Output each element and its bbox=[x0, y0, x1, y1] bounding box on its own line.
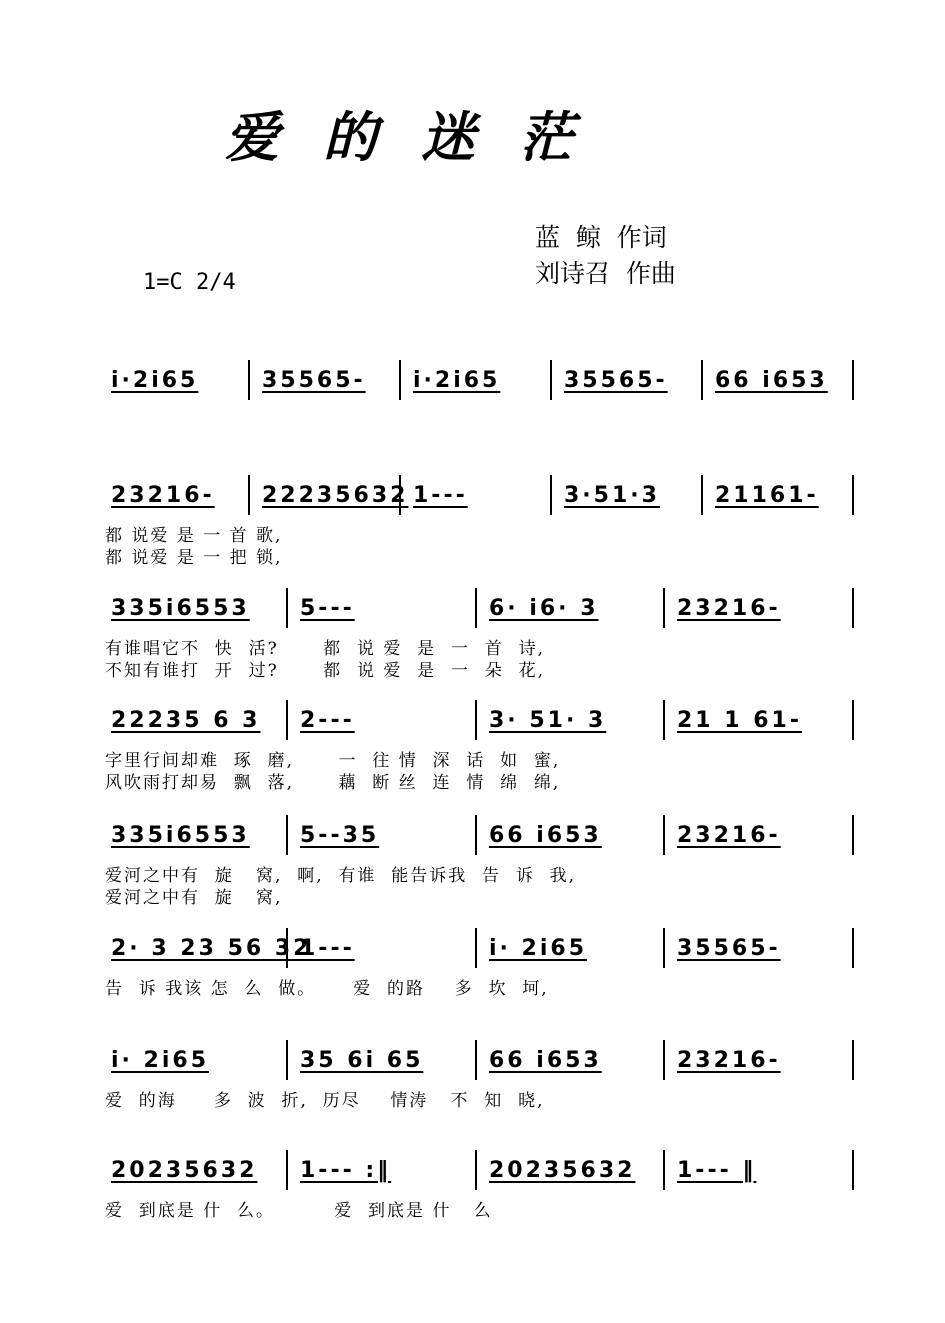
measure: 23216- bbox=[677, 596, 781, 621]
barline bbox=[663, 815, 665, 855]
lyric-line: 都 说爱 是 一 把 锁, bbox=[105, 548, 283, 568]
barline bbox=[286, 588, 288, 628]
score-row bbox=[105, 588, 865, 681]
measure: i·2i65 bbox=[111, 368, 199, 393]
lyric-line: 爱 到底是 什 么。 爱 到底是 什 么 bbox=[105, 1201, 493, 1221]
lyric-line: 爱河之中有 旋 窝, bbox=[105, 888, 283, 908]
composer-credit: 刘诗召 作曲 bbox=[535, 259, 676, 288]
measure: 22235632 bbox=[262, 483, 409, 508]
barline bbox=[286, 815, 288, 855]
measure: 35 6i 65 bbox=[300, 1048, 424, 1073]
measure: 3· 51· 3 bbox=[489, 708, 607, 733]
barline bbox=[475, 1150, 477, 1190]
score-row bbox=[105, 700, 865, 793]
barline bbox=[852, 815, 854, 855]
lyric-line: 爱 的海 多 波 折, 历尽 情涛 不 知 晓, bbox=[105, 1091, 545, 1111]
barline bbox=[286, 1040, 288, 1080]
barline bbox=[248, 475, 250, 515]
score-row bbox=[105, 1150, 865, 1221]
measure: 22235 6 3 bbox=[111, 708, 261, 733]
barline bbox=[663, 588, 665, 628]
barline bbox=[701, 475, 703, 515]
score-row bbox=[105, 475, 865, 568]
measure: 66 i653 bbox=[715, 368, 828, 393]
lyric-line: 都 说爱 是 一 首 歌, bbox=[105, 526, 283, 546]
barline bbox=[852, 588, 854, 628]
barline bbox=[550, 360, 552, 400]
lyric-line: 爱河之中有 旋 窝, 啊, 有谁 能告诉我 告 诉 我, bbox=[105, 866, 577, 886]
barline bbox=[852, 928, 854, 968]
barline bbox=[663, 700, 665, 740]
barline bbox=[399, 360, 401, 400]
barline bbox=[475, 928, 477, 968]
barline bbox=[286, 700, 288, 740]
barline bbox=[550, 475, 552, 515]
measure: 1--- :‖ bbox=[300, 1158, 392, 1183]
barline bbox=[475, 700, 477, 740]
lyric-line: 不知有谁打 开 过? 都 说 爱 是 一 朵 花, bbox=[105, 661, 545, 681]
barline bbox=[852, 360, 854, 400]
measure: 1--- bbox=[413, 483, 468, 508]
measure: 335i6553 bbox=[111, 823, 250, 848]
measure: i· 2i65 bbox=[111, 1048, 210, 1073]
lyric-line: 字里行间却难 琢 磨, 一 往 情 深 话 如 蜜, bbox=[105, 751, 561, 771]
barline bbox=[475, 1040, 477, 1080]
measure: i·2i65 bbox=[413, 368, 501, 393]
measure: 5--- bbox=[300, 596, 355, 621]
song-title: 爱的迷茫 bbox=[225, 105, 617, 169]
measure: 35565- bbox=[262, 368, 366, 393]
barline bbox=[852, 700, 854, 740]
measure: 2· 3 23 56 32 bbox=[111, 936, 312, 961]
measure: 20235632 bbox=[489, 1158, 636, 1183]
lyric-line: 风吹雨打却易 飘 落, 藕 断 丝 连 情 绵 绵, bbox=[105, 773, 561, 793]
score-row bbox=[105, 928, 865, 999]
measure: i· 2i65 bbox=[489, 936, 588, 961]
barline bbox=[852, 1150, 854, 1190]
measure: 2--- bbox=[300, 708, 355, 733]
lyric-line: 告 诉 我该 怎 么 做。 爱 的路 多 坎 坷, bbox=[105, 979, 549, 999]
lyricist-credit: 蓝 鲸 作词 bbox=[535, 223, 667, 252]
measure: 6· i6· 3 bbox=[489, 596, 599, 621]
score-row bbox=[105, 1040, 865, 1111]
measure: 23216- bbox=[677, 1048, 781, 1073]
barline bbox=[701, 360, 703, 400]
measure: 1--- bbox=[300, 936, 355, 961]
barline bbox=[663, 1040, 665, 1080]
measure: 23216- bbox=[677, 823, 781, 848]
measure: 1--- ‖ bbox=[677, 1158, 757, 1183]
measure: 5--35 bbox=[300, 823, 380, 848]
barline bbox=[852, 475, 854, 515]
barline bbox=[852, 1040, 854, 1080]
measure: 21161- bbox=[715, 483, 819, 508]
barline bbox=[248, 360, 250, 400]
measure: 66 i653 bbox=[489, 1048, 602, 1073]
score-row bbox=[105, 360, 865, 408]
measure: 23216- bbox=[111, 483, 215, 508]
barline bbox=[663, 1150, 665, 1190]
measure: 20235632 bbox=[111, 1158, 258, 1183]
measure: 35565- bbox=[677, 936, 781, 961]
barline bbox=[475, 588, 477, 628]
score-row bbox=[105, 815, 865, 908]
key-signature: 1=C 2/4 bbox=[143, 270, 236, 295]
barline bbox=[475, 815, 477, 855]
measure: 335i6553 bbox=[111, 596, 250, 621]
lyric-line: 有谁唱它不 快 活? 都 说 爱 是 一 首 诗, bbox=[105, 639, 545, 659]
measure: 21 1 61- bbox=[677, 708, 802, 733]
barline bbox=[663, 928, 665, 968]
measure: 3·51·3 bbox=[564, 483, 660, 508]
measure: 66 i653 bbox=[489, 823, 602, 848]
credits bbox=[535, 220, 676, 292]
barline bbox=[286, 1150, 288, 1190]
measure: 35565- bbox=[564, 368, 668, 393]
